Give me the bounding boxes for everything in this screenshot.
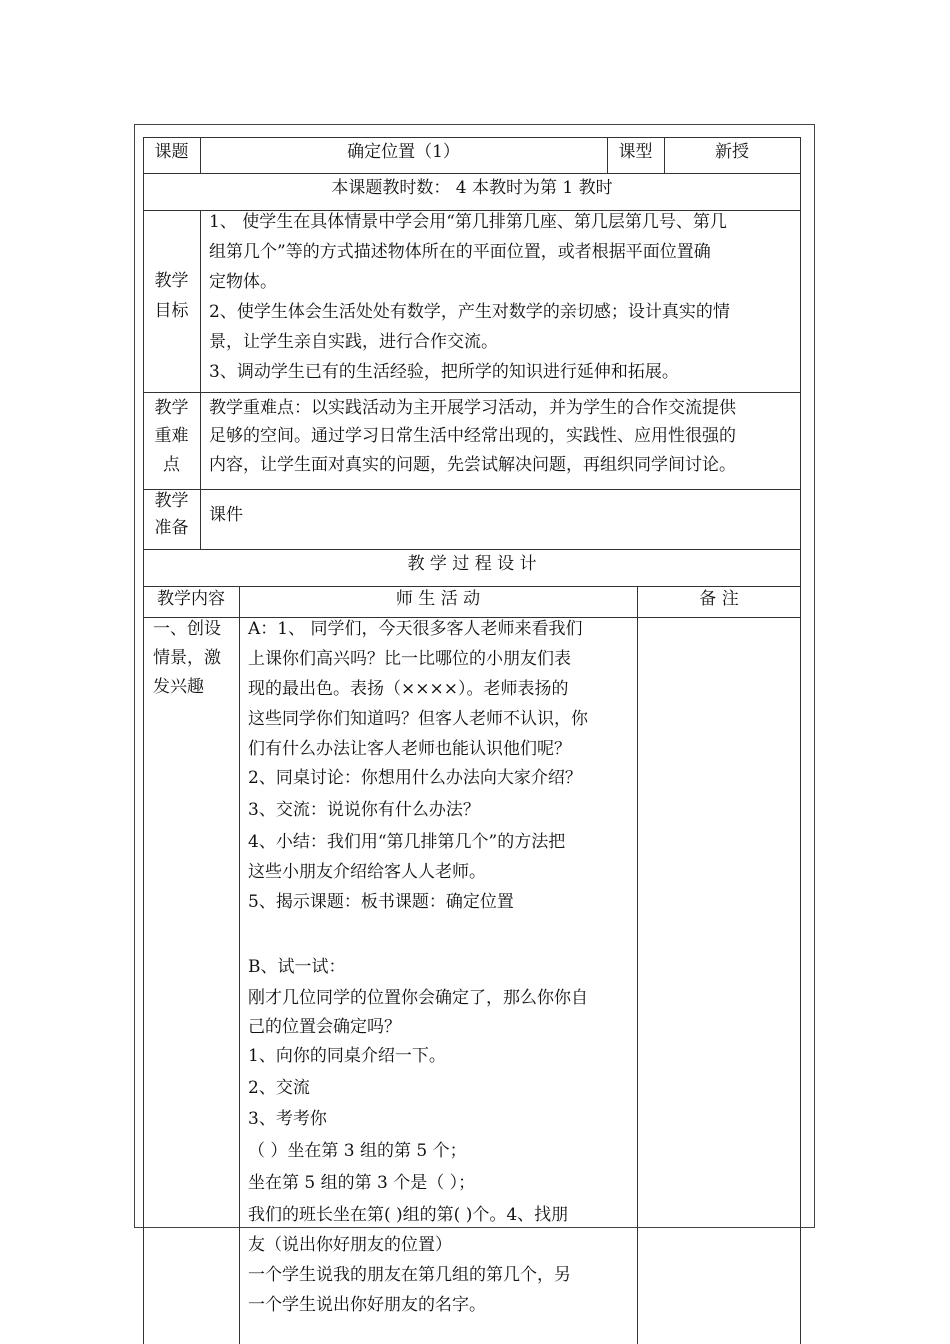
- objective-line: 组第几个”等的方式描述物体所在的平面位置，或者根据平面位置确: [209, 242, 711, 262]
- column-header-notes: 备 注: [699, 589, 739, 609]
- table-rule: [200, 210, 201, 549]
- activity-line: 5、揭示课题：板书课题：确定位置: [248, 892, 514, 912]
- activity-line: 这些同学你们知道吗？但客人老师不认识，你: [248, 709, 588, 729]
- table-border-right: [800, 137, 801, 1344]
- objective-line: 定物体。: [209, 272, 277, 292]
- section-label-line: 情景，激: [153, 648, 221, 668]
- activity-line: （ ）坐在第 3 组的第 5 个；: [248, 1141, 467, 1161]
- activity-line: A：1、 同学们，今天很多客人老师来看我们: [248, 619, 583, 639]
- objective-line: 景，让学生亲自实践，进行合作交流。: [209, 332, 498, 352]
- table-rule: [239, 586, 240, 1344]
- difficulty-line: 足够的空间。通过学习日常生活中经常出现的，实践性、应用性很强的: [209, 426, 736, 446]
- difficulties-label-line2: 重难: [154, 426, 189, 446]
- objectives-label-line1: 教学: [154, 271, 189, 291]
- activity-line: 一个学生说出你好朋友的名字。: [248, 1295, 486, 1315]
- preparation-label-line2: 准备: [154, 518, 189, 538]
- activity-line: 一个学生说我的朋友在第几组的第几个，另: [248, 1265, 571, 1285]
- table-rule: [637, 586, 638, 1344]
- objective-line: 1、 使学生在具体情景中学会用“第几排第几座、第几层第几号、第几: [209, 212, 727, 232]
- activity-line: 3、交流：说说你有什么办法？: [248, 800, 480, 820]
- difficulty-line: 内容，让学生面对真实的问题，先尝试解决问题，再组织同学间讨论。: [209, 455, 736, 475]
- activity-line: 我们的班长坐在第( )组的第( )个。4、找朋: [248, 1205, 569, 1225]
- preparation-value: 课件: [209, 505, 243, 525]
- activity-line: 1、向你的同桌介绍一下。: [248, 1046, 446, 1066]
- activity-line: 3、考考你: [248, 1109, 327, 1129]
- table-rule: [143, 489, 801, 490]
- activity-line: 刚才几位同学的位置你会确定了，那么你你自: [248, 988, 588, 1008]
- period-info: 本课题教时数： 4 本教时为第 1 教时: [331, 178, 613, 198]
- process-title: 教 学 过 程 设 计: [407, 554, 537, 574]
- objective-line: 3、调动学生已有的生活经验，把所学的知识进行延伸和拓展。: [209, 362, 679, 382]
- activity-line: 己的位置会确定吗？: [248, 1017, 401, 1037]
- preparation-label-line1: 教学: [154, 491, 189, 511]
- activity-line: 坐在第 5 组的第 3 个是（ ）；: [248, 1173, 476, 1193]
- activity-line: 2、交流: [248, 1078, 310, 1098]
- activity-line: 上课你们高兴吗？比一比哪位的小朋友们表: [248, 649, 571, 669]
- section-label-line: 发兴趣: [153, 677, 204, 697]
- objectives-label-line2: 目标: [154, 301, 189, 321]
- activity-line: 友（说出你好朋友的位置）: [248, 1235, 452, 1255]
- lesson-type-label: 课型: [618, 142, 653, 162]
- activity-line: 4、小结：我们用“第几排第几个”的方法把: [248, 832, 566, 852]
- difficulties-label-line3: 点: [163, 455, 180, 475]
- activity-line: 现的最出色。表扬（××××）。老师表扬的: [248, 679, 569, 699]
- activity-line: B、试一试：: [248, 957, 346, 977]
- activity-line: 们有什么办法让客人老师也能认识他们呢？: [248, 739, 571, 759]
- lesson-type-value: 新授: [715, 142, 749, 162]
- activity-line: 2、同桌讨论：你想用什么办法向大家介绍？: [248, 768, 582, 788]
- activity-line: 这些小朋友介绍给客人人老师。: [248, 862, 486, 882]
- section-label-line: 一、创设: [153, 619, 221, 639]
- column-header-content: 教学内容: [157, 589, 225, 609]
- difficulty-line: 教学重难点：以实践活动为主开展学习活动，并为学生的合作交流提供: [209, 398, 736, 418]
- course-title-value: 确定位置（1）: [347, 142, 460, 162]
- difficulties-label-line1: 教学: [154, 398, 189, 418]
- course-title-label: 课题: [154, 142, 189, 162]
- column-header-activity: 师 生 活 动: [395, 589, 481, 609]
- objective-line: 2、使学生体会生活处处有数学，产生对数学的亲切感；设计真实的情: [209, 302, 730, 322]
